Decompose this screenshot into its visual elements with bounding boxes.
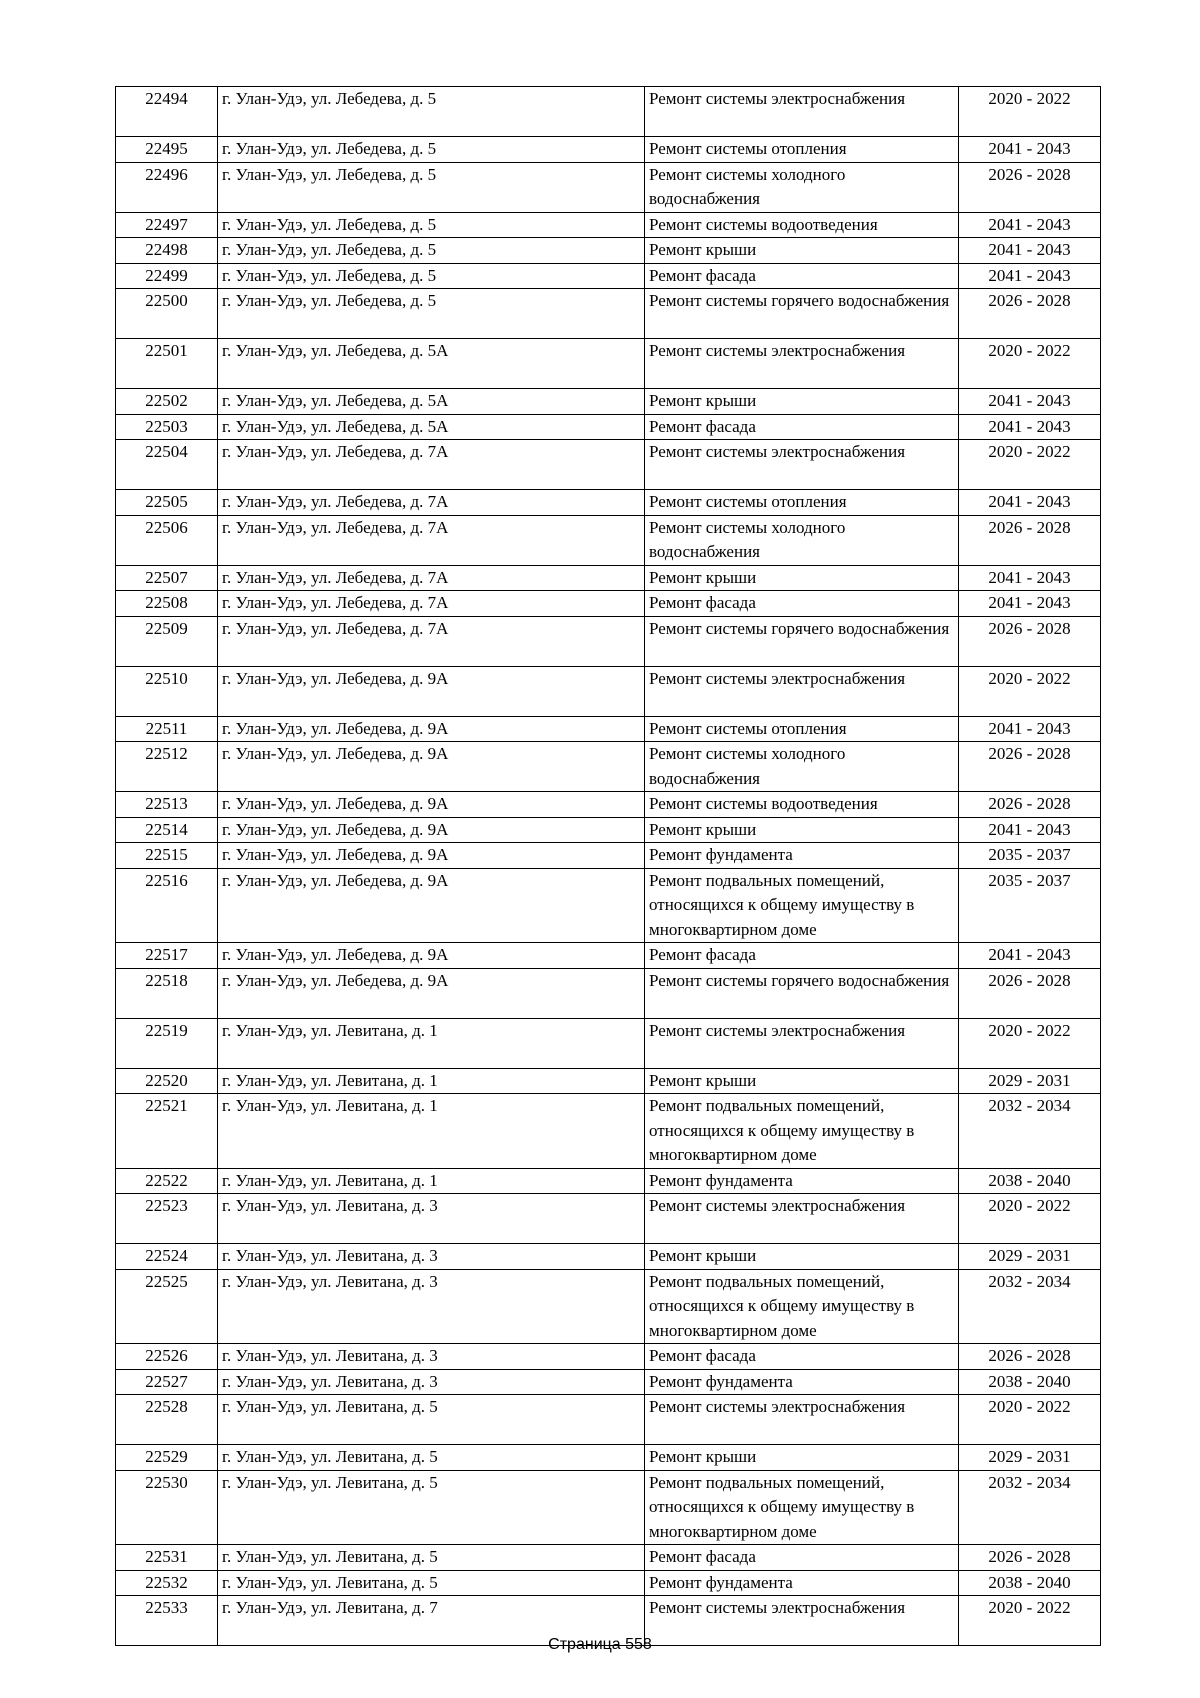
table-row (116, 414, 1101, 440)
record-number: 22512 (116, 742, 218, 792)
address-cell: г. Улан-Удэ, ул. Лебедева, д. 9А (218, 666, 645, 716)
work-type-cell: Ремонт фасада (645, 943, 959, 969)
work-type-cell: Ремонт подвальных помещений, относящихся к общему имуществу в многоквартирном доме (645, 1269, 959, 1344)
work-type-cell: Ремонт фасада (645, 591, 959, 617)
table-row (116, 1094, 1101, 1169)
period-cell: 2035 - 2037 (959, 868, 1101, 943)
address-cell: г. Улан-Удэ, ул. Лебедева, д. 9А (218, 943, 645, 969)
address-cell: г. Улан-Удэ, ул. Левитана, д. 5 (218, 1395, 645, 1445)
period-cell: 2038 - 2040 (959, 1369, 1101, 1395)
address-cell: г. Улан-Удэ, ул. Лебедева, д. 9А (218, 968, 645, 1018)
work-type-cell: Ремонт крыши (645, 817, 959, 843)
record-number: 22499 (116, 263, 218, 289)
record-number: 22501 (116, 339, 218, 389)
work-type-cell: Ремонт фундамента (645, 843, 959, 869)
period-cell: 2038 - 2040 (959, 1570, 1101, 1596)
address-cell: г. Улан-Удэ, ул. Левитана, д. 3 (218, 1194, 645, 1244)
address-cell: г. Улан-Удэ, ул. Левитана, д. 1 (218, 1068, 645, 1094)
table-row (116, 1369, 1101, 1395)
work-type-cell: Ремонт крыши (645, 1068, 959, 1094)
period-cell: 2032 - 2034 (959, 1470, 1101, 1545)
table-row (116, 1269, 1101, 1344)
record-number: 22521 (116, 1094, 218, 1169)
address-cell: г. Улан-Удэ, ул. Лебедева, д. 7А (218, 490, 645, 516)
period-cell: 2035 - 2037 (959, 843, 1101, 869)
period-cell: 2020 - 2022 (959, 1018, 1101, 1068)
work-type-cell: Ремонт системы электроснабжения (645, 1596, 959, 1646)
work-type-cell: Ремонт фасада (645, 1545, 959, 1571)
table-row (116, 440, 1101, 490)
record-number: 22495 (116, 137, 218, 163)
address-cell: г. Улан-Удэ, ул. Левитана, д. 5 (218, 1445, 645, 1471)
address-cell: г. Улан-Удэ, ул. Левитана, д. 1 (218, 1168, 645, 1194)
table-row (116, 817, 1101, 843)
address-cell: г. Улан-Удэ, ул. Левитана, д. 3 (218, 1244, 645, 1270)
period-cell: 2020 - 2022 (959, 1194, 1101, 1244)
period-cell: 2029 - 2031 (959, 1068, 1101, 1094)
period-cell: 2041 - 2043 (959, 263, 1101, 289)
period-cell: 2041 - 2043 (959, 414, 1101, 440)
address-cell: г. Улан-Удэ, ул. Лебедева, д. 9А (218, 716, 645, 742)
work-type-cell: Ремонт фасада (645, 263, 959, 289)
table-body (116, 87, 1101, 1646)
table-row (116, 868, 1101, 943)
work-type-cell: Ремонт подвальных помещений, относящихся к общему имуществу в многоквартирном доме (645, 868, 959, 943)
work-type-cell: Ремонт системы электроснабжения (645, 440, 959, 490)
period-cell: 2020 - 2022 (959, 87, 1101, 137)
record-number: 22505 (116, 490, 218, 516)
table-row (116, 212, 1101, 238)
table-row (116, 490, 1101, 516)
period-cell: 2026 - 2028 (959, 289, 1101, 339)
address-cell: г. Улан-Удэ, ул. Лебедева, д. 5 (218, 137, 645, 163)
record-number: 22522 (116, 1168, 218, 1194)
table-row (116, 1194, 1101, 1244)
work-type-cell: Ремонт системы холодного водоснабжения (645, 742, 959, 792)
work-type-cell: Ремонт системы холодного водоснабжения (645, 162, 959, 212)
work-type-cell: Ремонт системы электроснабжения (645, 1395, 959, 1445)
address-cell: г. Улан-Удэ, ул. Лебедева, д. 9А (218, 843, 645, 869)
work-type-cell: Ремонт системы горячего водоснабжения (645, 616, 959, 666)
work-type-cell: Ремонт фасада (645, 414, 959, 440)
record-number: 22497 (116, 212, 218, 238)
work-type-cell: Ремонт системы электроснабжения (645, 1194, 959, 1244)
address-cell: г. Улан-Удэ, ул. Левитана, д. 3 (218, 1269, 645, 1344)
record-number: 22525 (116, 1269, 218, 1344)
record-number: 22520 (116, 1068, 218, 1094)
table-row (116, 591, 1101, 617)
table-row (116, 1570, 1101, 1596)
address-cell: г. Улан-Удэ, ул. Лебедева, д. 5 (218, 212, 645, 238)
period-cell: 2020 - 2022 (959, 666, 1101, 716)
address-cell: г. Улан-Удэ, ул. Левитана, д. 5 (218, 1570, 645, 1596)
period-cell: 2020 - 2022 (959, 1596, 1101, 1646)
table-row (116, 968, 1101, 1018)
work-type-cell: Ремонт системы горячего водоснабжения (645, 289, 959, 339)
period-cell: 2041 - 2043 (959, 238, 1101, 264)
record-number: 22531 (116, 1545, 218, 1571)
record-number: 22508 (116, 591, 218, 617)
table-row (116, 137, 1101, 163)
record-number: 22494 (116, 87, 218, 137)
table-row (116, 843, 1101, 869)
table-row (116, 666, 1101, 716)
period-cell: 2026 - 2028 (959, 742, 1101, 792)
record-number: 22496 (116, 162, 218, 212)
address-cell: г. Улан-Удэ, ул. Лебедева, д. 5 (218, 87, 645, 137)
work-type-cell: Ремонт фундамента (645, 1168, 959, 1194)
period-cell: 2020 - 2022 (959, 1395, 1101, 1445)
period-cell: 2026 - 2028 (959, 1344, 1101, 1370)
address-cell: г. Улан-Удэ, ул. Лебедева, д. 5А (218, 339, 645, 389)
record-number: 22502 (116, 389, 218, 415)
period-cell: 2026 - 2028 (959, 1545, 1101, 1571)
table-row (116, 716, 1101, 742)
period-cell: 2041 - 2043 (959, 943, 1101, 969)
period-cell: 2041 - 2043 (959, 137, 1101, 163)
work-type-cell: Ремонт системы электроснабжения (645, 87, 959, 137)
record-number: 22510 (116, 666, 218, 716)
period-cell: 2029 - 2031 (959, 1244, 1101, 1270)
address-cell: г. Улан-Удэ, ул. Левитана, д. 1 (218, 1018, 645, 1068)
work-type-cell: Ремонт крыши (645, 565, 959, 591)
table-row (116, 162, 1101, 212)
work-type-cell: Ремонт подвальных помещений, относящихся к общему имуществу в многоквартирном доме (645, 1470, 959, 1545)
address-cell: г. Улан-Удэ, ул. Лебедева, д. 7А (218, 616, 645, 666)
work-type-cell: Ремонт системы горячего водоснабжения (645, 968, 959, 1018)
address-cell: г. Улан-Удэ, ул. Лебедева, д. 7А (218, 515, 645, 565)
period-cell: 2041 - 2043 (959, 716, 1101, 742)
record-number: 22526 (116, 1344, 218, 1370)
record-number: 22516 (116, 868, 218, 943)
period-cell: 2041 - 2043 (959, 389, 1101, 415)
work-type-cell: Ремонт системы отопления (645, 137, 959, 163)
table-row (116, 1068, 1101, 1094)
period-cell: 2032 - 2034 (959, 1094, 1101, 1169)
record-number: 22533 (116, 1596, 218, 1646)
address-cell: г. Улан-Удэ, ул. Левитана, д. 1 (218, 1094, 645, 1169)
table-row (116, 238, 1101, 264)
work-type-cell: Ремонт крыши (645, 1445, 959, 1471)
record-number: 22530 (116, 1470, 218, 1545)
work-type-cell: Ремонт фундамента (645, 1570, 959, 1596)
address-cell: г. Улан-Удэ, ул. Лебедева, д. 5А (218, 389, 645, 415)
record-number: 22500 (116, 289, 218, 339)
record-number: 22529 (116, 1445, 218, 1471)
page-number: Страница 558 (548, 1636, 652, 1653)
period-cell: 2026 - 2028 (959, 515, 1101, 565)
table-row (116, 1395, 1101, 1445)
address-cell: г. Улан-Удэ, ул. Левитана, д. 5 (218, 1470, 645, 1545)
work-type-cell: Ремонт крыши (645, 1244, 959, 1270)
record-number: 22506 (116, 515, 218, 565)
record-number: 22519 (116, 1018, 218, 1068)
work-type-cell: Ремонт фасада (645, 1344, 959, 1370)
record-number: 22513 (116, 792, 218, 818)
period-cell: 2041 - 2043 (959, 212, 1101, 238)
work-type-cell: Ремонт подвальных помещений, относящихся к общему имуществу в многоквартирном доме (645, 1094, 959, 1169)
address-cell: г. Улан-Удэ, ул. Лебедева, д. 5 (218, 289, 645, 339)
work-type-cell: Ремонт фундамента (645, 1369, 959, 1395)
period-cell: 2026 - 2028 (959, 792, 1101, 818)
address-cell: г. Улан-Удэ, ул. Лебедева, д. 7А (218, 440, 645, 490)
period-cell: 2020 - 2022 (959, 339, 1101, 389)
address-cell: г. Улан-Удэ, ул. Лебедева, д. 9А (218, 817, 645, 843)
work-type-cell: Ремонт системы водоотведения (645, 792, 959, 818)
repair-schedule-table (115, 86, 1101, 1646)
work-type-cell: Ремонт системы электроснабжения (645, 1018, 959, 1068)
table-row (116, 1470, 1101, 1545)
period-cell: 2038 - 2040 (959, 1168, 1101, 1194)
address-cell: г. Улан-Удэ, ул. Лебедева, д. 5А (218, 414, 645, 440)
period-cell: 2026 - 2028 (959, 162, 1101, 212)
table-row (116, 1344, 1101, 1370)
address-cell: г. Улан-Удэ, ул. Лебедева, д. 5 (218, 263, 645, 289)
record-number: 22511 (116, 716, 218, 742)
address-cell: г. Улан-Удэ, ул. Лебедева, д. 7А (218, 565, 645, 591)
record-number: 22507 (116, 565, 218, 591)
period-cell: 2026 - 2028 (959, 616, 1101, 666)
record-number: 22517 (116, 943, 218, 969)
address-cell: г. Улан-Удэ, ул. Левитана, д. 3 (218, 1344, 645, 1370)
table-row (116, 1244, 1101, 1270)
record-number: 22515 (116, 843, 218, 869)
work-type-cell: Ремонт крыши (645, 238, 959, 264)
record-number: 22514 (116, 817, 218, 843)
table-row (116, 263, 1101, 289)
table-row (116, 1168, 1101, 1194)
table-row (116, 389, 1101, 415)
record-number: 22504 (116, 440, 218, 490)
record-number: 22532 (116, 1570, 218, 1596)
table-row (116, 1018, 1101, 1068)
period-cell: 2041 - 2043 (959, 565, 1101, 591)
table-row (116, 943, 1101, 969)
record-number: 22524 (116, 1244, 218, 1270)
record-number: 22518 (116, 968, 218, 1018)
period-cell: 2041 - 2043 (959, 490, 1101, 516)
record-number: 22523 (116, 1194, 218, 1244)
table-row (116, 616, 1101, 666)
address-cell: г. Улан-Удэ, ул. Лебедева, д. 9А (218, 792, 645, 818)
address-cell: г. Улан-Удэ, ул. Левитана, д. 7 (218, 1596, 645, 1646)
period-cell: 2041 - 2043 (959, 591, 1101, 617)
work-type-cell: Ремонт крыши (645, 389, 959, 415)
period-cell: 2032 - 2034 (959, 1269, 1101, 1344)
record-number: 22509 (116, 616, 218, 666)
table-row (116, 565, 1101, 591)
address-cell: г. Улан-Удэ, ул. Лебедева, д. 5 (218, 162, 645, 212)
period-cell: 2020 - 2022 (959, 440, 1101, 490)
table-row (116, 339, 1101, 389)
address-cell: г. Улан-Удэ, ул. Левитана, д. 5 (218, 1545, 645, 1571)
address-cell: г. Улан-Удэ, ул. Лебедева, д. 9А (218, 742, 645, 792)
record-number: 22527 (116, 1369, 218, 1395)
address-cell: г. Улан-Удэ, ул. Лебедева, д. 5 (218, 238, 645, 264)
period-cell: 2029 - 2031 (959, 1445, 1101, 1471)
work-type-cell: Ремонт системы водоотведения (645, 212, 959, 238)
table-row (116, 87, 1101, 137)
record-number: 22498 (116, 238, 218, 264)
period-cell: 2041 - 2043 (959, 817, 1101, 843)
period-cell: 2026 - 2028 (959, 968, 1101, 1018)
record-number: 22528 (116, 1395, 218, 1445)
table-row (116, 515, 1101, 565)
work-type-cell: Ремонт системы электроснабжения (645, 339, 959, 389)
table-row (116, 1445, 1101, 1471)
table-row (116, 742, 1101, 792)
table-row (116, 289, 1101, 339)
table-row (116, 1545, 1101, 1571)
work-type-cell: Ремонт системы электроснабжения (645, 666, 959, 716)
address-cell: г. Улан-Удэ, ул. Лебедева, д. 9А (218, 868, 645, 943)
address-cell: г. Улан-Удэ, ул. Левитана, д. 3 (218, 1369, 645, 1395)
work-type-cell: Ремонт системы отопления (645, 490, 959, 516)
record-number: 22503 (116, 414, 218, 440)
address-cell: г. Улан-Удэ, ул. Лебедева, д. 7А (218, 591, 645, 617)
table-row (116, 792, 1101, 818)
work-type-cell: Ремонт системы отопления (645, 716, 959, 742)
work-type-cell: Ремонт системы холодного водоснабжения (645, 515, 959, 565)
